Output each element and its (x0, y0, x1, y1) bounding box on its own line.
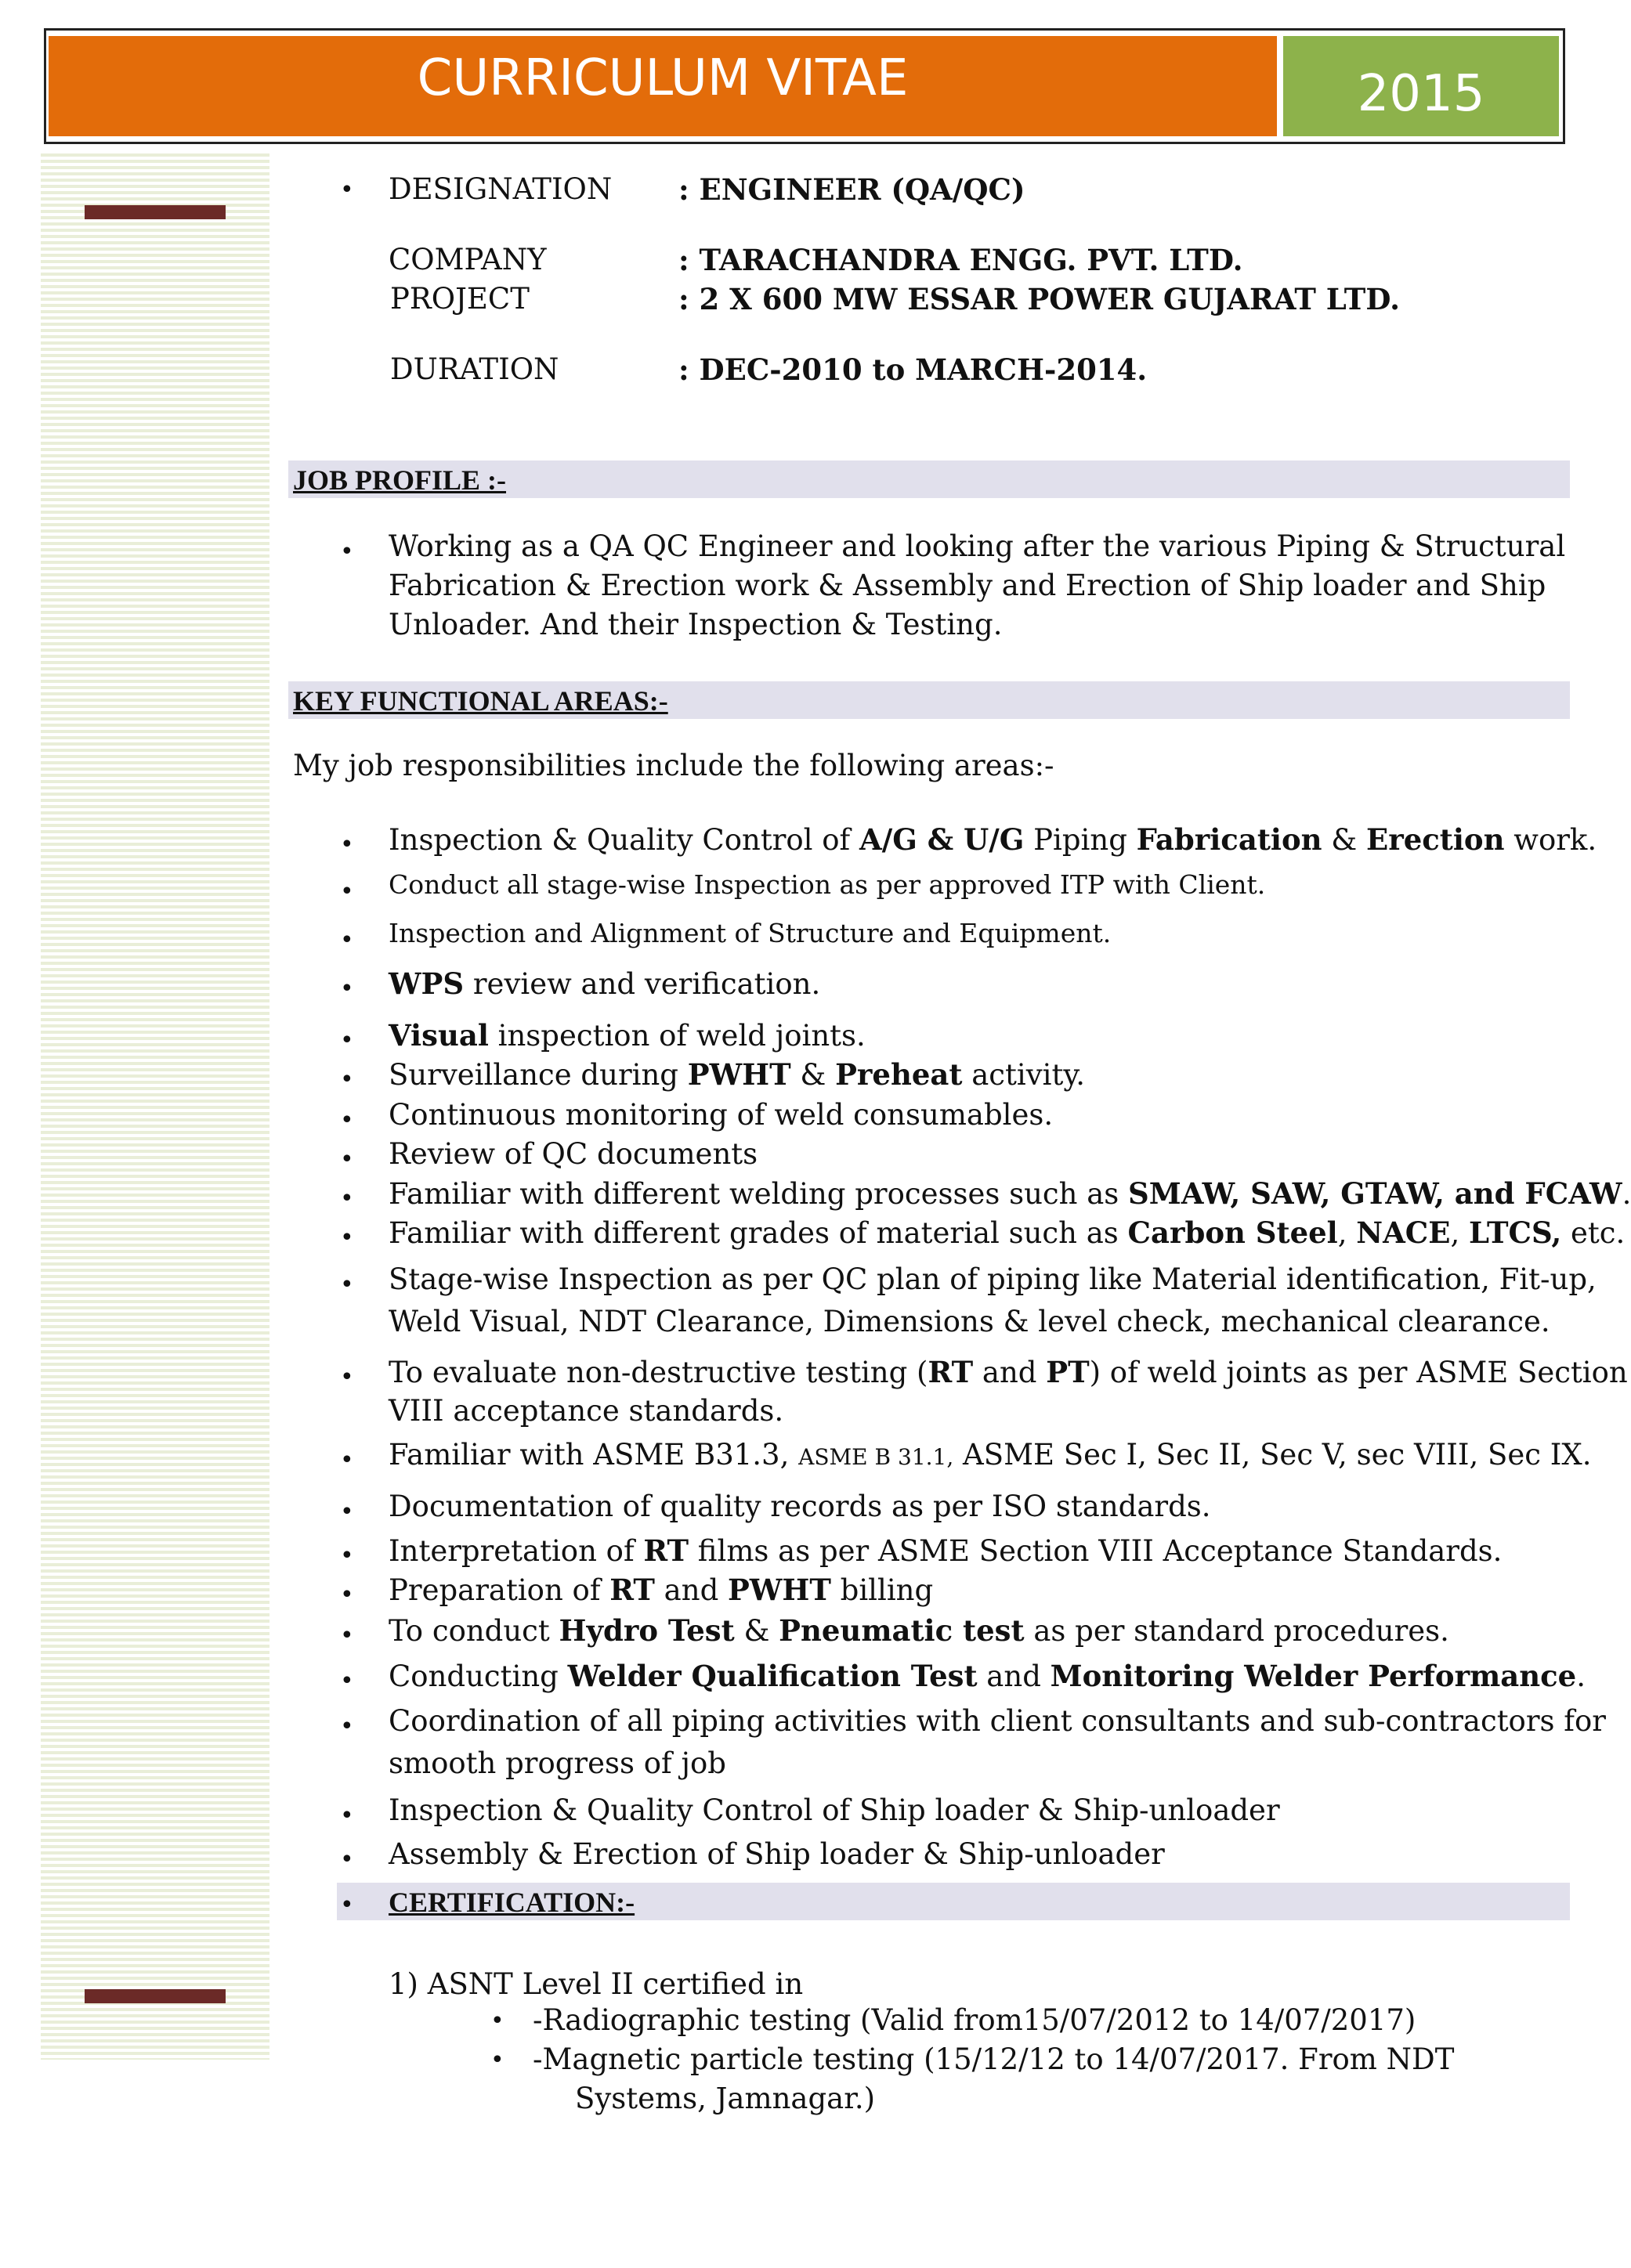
bullet: • (340, 1107, 354, 1134)
responsibility-item-cont: VIII acceptance standards. (389, 1394, 784, 1428)
decorative-bar-bottom (85, 1989, 226, 2003)
responsibility-item: Conducting Welder Qualification Test and Monitoring Welder Performance. (389, 1659, 1586, 1693)
job-profile-heading: JOB PROFILE :- (293, 464, 507, 496)
bullet: • (340, 1542, 354, 1569)
bullet: • (340, 1622, 354, 1649)
bullet: • (490, 2007, 504, 2035)
document-year: 2015 (1283, 36, 1559, 136)
bullet: • (340, 1446, 354, 1474)
responsibility-item: Familiar with different grades of material such as Carbon Steel, NACE, LTCS, etc. (389, 1215, 1626, 1250)
bullet: • (340, 1581, 354, 1609)
bullet: • (340, 1802, 354, 1829)
certification-sub-item: -Magnetic particle testing (15/12/12 to 14/07/2017. From NDT (533, 2042, 1455, 2076)
bullet: • (340, 975, 354, 1002)
responsibility-item-cont: Weld Visual, NDT Clearance, Dimensions & level check, mechanical clearance. (389, 1305, 1550, 1338)
project-value: : 2 X 600 MW ESSAR POWER GUJARAT LTD. (678, 282, 1400, 316)
duration-value: : DEC-2010 to MARCH-2014. (678, 352, 1148, 387)
responsibility-item-cont: smooth progress of job (389, 1746, 726, 1780)
designation-label: DESIGNATION (389, 172, 613, 206)
bullet: • (340, 1891, 354, 1919)
responsibility-item: To conduct Hydro Test & Pneumatic test as per standard procedures. (389, 1613, 1449, 1648)
responsibility-item: Familiar with different welding processes such as SMAW, SAW, GTAW, and FCAW. (389, 1176, 1631, 1211)
key-areas-intro: My job responsibilities include the following areas:- (293, 749, 1054, 782)
certification-sub-item: -Radiographic testing (Valid from15/07/2012 to 14/07/2017) (533, 2003, 1416, 2037)
certification-sub-item-cont: Systems, Jamnagar.) (575, 2082, 876, 2115)
responsibility-item: To evaluate non-destructive testing (RT and PT) of weld joints as per ASME Section (389, 1355, 1628, 1389)
designation-value: : ENGINEER (QA/QC) (678, 172, 1025, 207)
responsibility-item: Assembly & Erection of Ship loader & Ship-unloader (389, 1837, 1165, 1871)
job-profile-line: Working as a QA QC Engineer and looking after the various Piping & Structural (389, 529, 1566, 563)
responsibility-item: Interpretation of RT films as per ASME Section VIII Acceptance Standards. (389, 1533, 1503, 1568)
decorative-sidebar-stripe (41, 153, 269, 2060)
job-profile-line: Fabrication & Erection work & Assembly and Erection of Ship loader and Ship (389, 569, 1546, 602)
document-title: CURRICULUM VITAE (49, 36, 1277, 136)
responsibility-item: Preparation of RT and PWHT billing (389, 1573, 934, 1607)
responsibility-item: Review of QC documents (389, 1137, 758, 1171)
responsibility-item: Inspection & Quality Control of A/G & U/G Piping Fabrication & Erection work. (389, 822, 1597, 857)
responsibility-item: Familiar with ASME B31.3, ASME B 31.1, ASME Sec I, Sec II, Sec V, sec VIII, Sec IX. (389, 1438, 1592, 1472)
responsibility-item: Conduct all stage-wise Inspection as per approved ITP with Client. (389, 869, 1266, 900)
key-areas-heading: KEY FUNCTIONAL AREAS:- (293, 685, 668, 717)
responsibility-item: Surveillance during PWHT & Preheat activity. (389, 1057, 1086, 1092)
bullet: • (340, 1713, 354, 1740)
bullet: • (340, 176, 354, 204)
bullet: • (340, 926, 354, 954)
certification-item: 1) ASNT Level II certified in (389, 1967, 804, 2001)
bullet: • (340, 1363, 354, 1391)
responsibility-item: Visual inspection of weld joints. (389, 1018, 866, 1053)
bullet: • (340, 1224, 354, 1251)
bullet: • (340, 1027, 354, 1054)
company-value: : TARACHANDRA ENGG. PVT. LTD. (678, 243, 1243, 277)
responsibility-item: WPS review and verification. (389, 966, 821, 1001)
duration-label: DURATION (390, 352, 559, 386)
bullet: • (340, 1846, 354, 1873)
responsibility-item: Inspection and Alignment of Structure and Equipment. (389, 918, 1112, 948)
bullet: • (340, 1185, 354, 1212)
bullet: • (340, 1498, 354, 1526)
responsibility-item: Inspection & Quality Control of Ship loader & Ship-unloader (389, 1793, 1280, 1827)
bullet: • (340, 831, 354, 858)
decorative-bar-top (85, 205, 226, 219)
bullet: • (340, 878, 354, 905)
responsibility-item: Continuous monitoring of weld consumables. (389, 1098, 1054, 1132)
bullet: • (340, 1066, 354, 1093)
bullet: • (340, 1667, 354, 1695)
job-profile-line: Unloader. And their Inspection & Testing. (389, 608, 1003, 641)
project-label: PROJECT (390, 282, 530, 316)
responsibility-item: Coordination of all piping activities with client consultants and sub-contractors for (389, 1704, 1606, 1738)
bullet: • (340, 1146, 354, 1173)
responsibility-item: Documentation of quality records as per ISO standards. (389, 1490, 1211, 1523)
bullet: • (340, 1271, 354, 1298)
certification-heading: CERTIFICATION:- (389, 1887, 635, 1918)
company-label: COMPANY (389, 243, 547, 276)
responsibility-item: Stage-wise Inspection as per QC plan of piping like Material identification, Fit-up, (389, 1262, 1597, 1296)
bullet: • (340, 538, 354, 565)
bullet: • (490, 2046, 504, 2074)
